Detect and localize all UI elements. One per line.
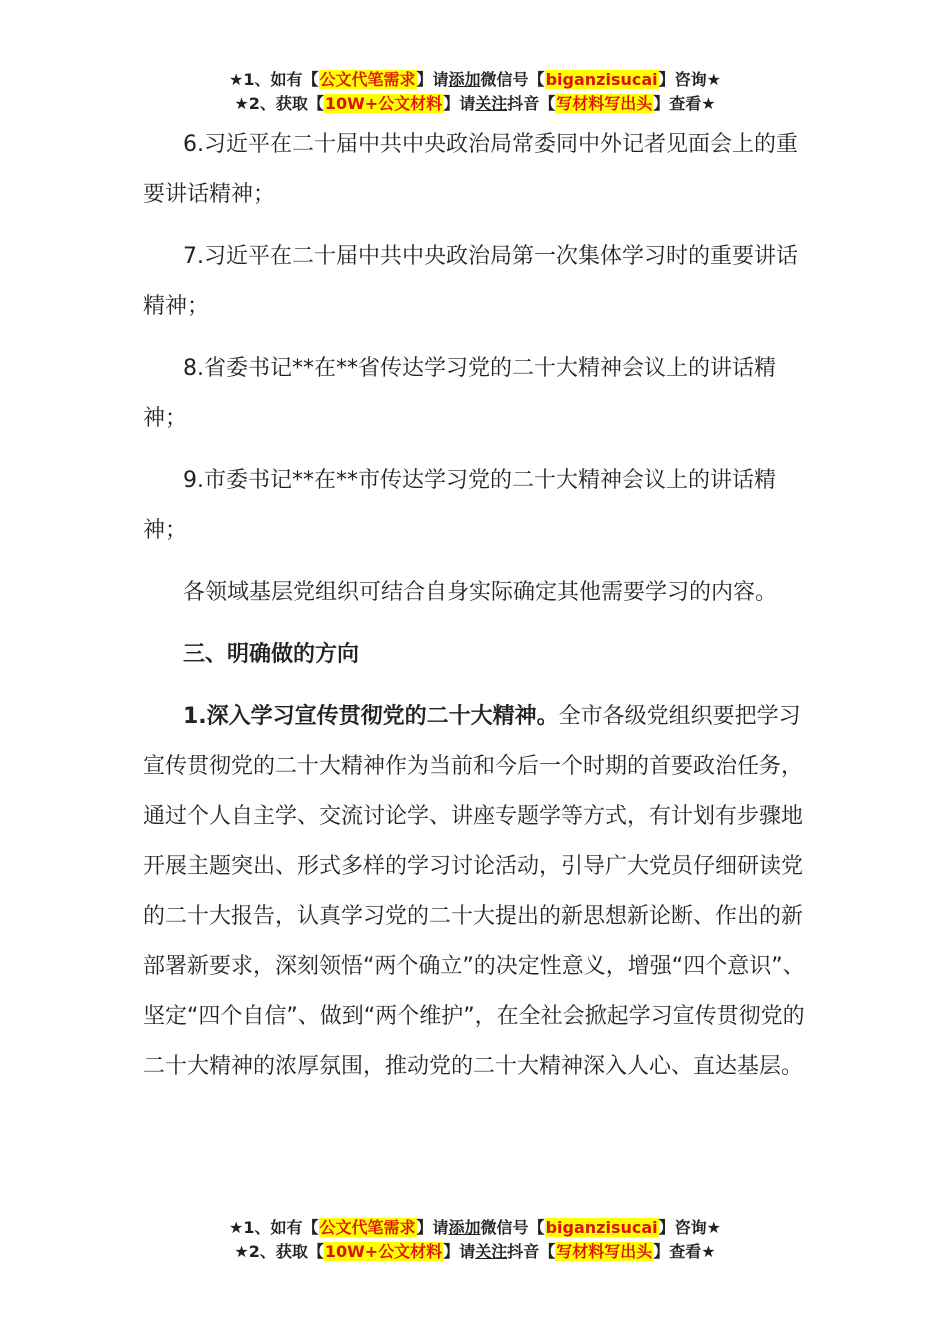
body-paragraph (143, 692, 813, 1092)
promo-text: 微信号【 (480, 1218, 545, 1237)
document-body (143, 120, 813, 1104)
promo-highlight: 公文代笔需求 (319, 1218, 416, 1237)
promo-underlined: 关注 (475, 1242, 508, 1261)
list-item: 8.省委书记**在**省传达学习党的二十大精神会议上的讲话精神； (143, 356, 776, 431)
promo-highlight: 10W+公文材料 (324, 1242, 443, 1261)
paragraph-text: 全市各级党组织要把学习宣传贯彻党的二十大精神作为当前和今后一个时期的首要政治任务，通过个人自主学、交流讨论学、讲座专题学等方式，有计划有步骤地开展主题突出、形式多样的学习讨论活动，引导广大党员仔细研读党的二十大报告，认真学习党的二十大提出的新思想新论断、作出的新部署新要求，深刻领悟“两个确立”的决定性意义，增强“四个意识”、坚定“四个自信”、做到“两个维护”，在全社会掀起学习宣传贯彻党的二十大精神的浓厚氛围，推动党的二十大精神深入人心、直达基层。 (143, 704, 805, 1079)
promo-text: 】请 (443, 1242, 476, 1261)
promo-highlight: 公文代笔需求 (319, 70, 416, 89)
promo-text: 抖音【 (507, 94, 556, 113)
promo-underlined: 关注 (475, 94, 508, 113)
section-heading: 三、明确做的方向 (183, 642, 360, 667)
promo-text: ★2、获取【 (234, 1242, 324, 1261)
promo-line-2 (0, 92, 950, 116)
promo-text: 】请 (443, 94, 476, 113)
promo-text: 抖音【 (507, 1242, 556, 1261)
footer-promo-banner (0, 1216, 950, 1264)
promo-text: 】咨询★ (658, 70, 721, 89)
list-item: 9.市委书记**在**市传达学习党的二十大精神会议上的讲话精神； (143, 468, 776, 543)
promo-text: 微信号【 (480, 70, 545, 89)
paragraph-lead: 1.深入学习宣传贯彻党的二十大精神。 (183, 704, 559, 729)
promo-highlight: 写材料写出头 (556, 1242, 653, 1261)
promo-line-1 (0, 1216, 950, 1240)
promo-text: ★1、如有【 (229, 1218, 319, 1237)
promo-text: ★1、如有【 (229, 70, 319, 89)
header-promo-banner (0, 68, 950, 116)
list-item: 7.习近平在二十届中共中央政治局第一次集体学习时的重要讲话精神； (143, 244, 798, 319)
promo-text: 】查看★ (653, 1242, 716, 1261)
promo-highlight: biganzisucai (545, 1218, 658, 1237)
promo-line-1 (0, 68, 950, 92)
promo-text: 】咨询★ (658, 1218, 721, 1237)
promo-highlight: biganzisucai (545, 70, 658, 89)
promo-highlight: 10W+公文材料 (324, 94, 443, 113)
promo-underlined: 添加 (448, 1218, 481, 1237)
promo-text: 】请 (416, 70, 449, 89)
list-item: 6.习近平在二十届中共中央政治局常委同中外记者见面会上的重要讲话精神； (143, 132, 798, 207)
promo-text: 】请 (416, 1218, 449, 1237)
promo-text: ★2、获取【 (234, 94, 324, 113)
promo-line-2 (0, 1240, 950, 1264)
promo-text: 】查看★ (653, 94, 716, 113)
note-paragraph: 各领域基层党组织可结合自身实际确定其他需要学习的内容。 (183, 580, 778, 605)
promo-highlight: 写材料写出头 (556, 94, 653, 113)
promo-underlined: 添加 (448, 70, 481, 89)
